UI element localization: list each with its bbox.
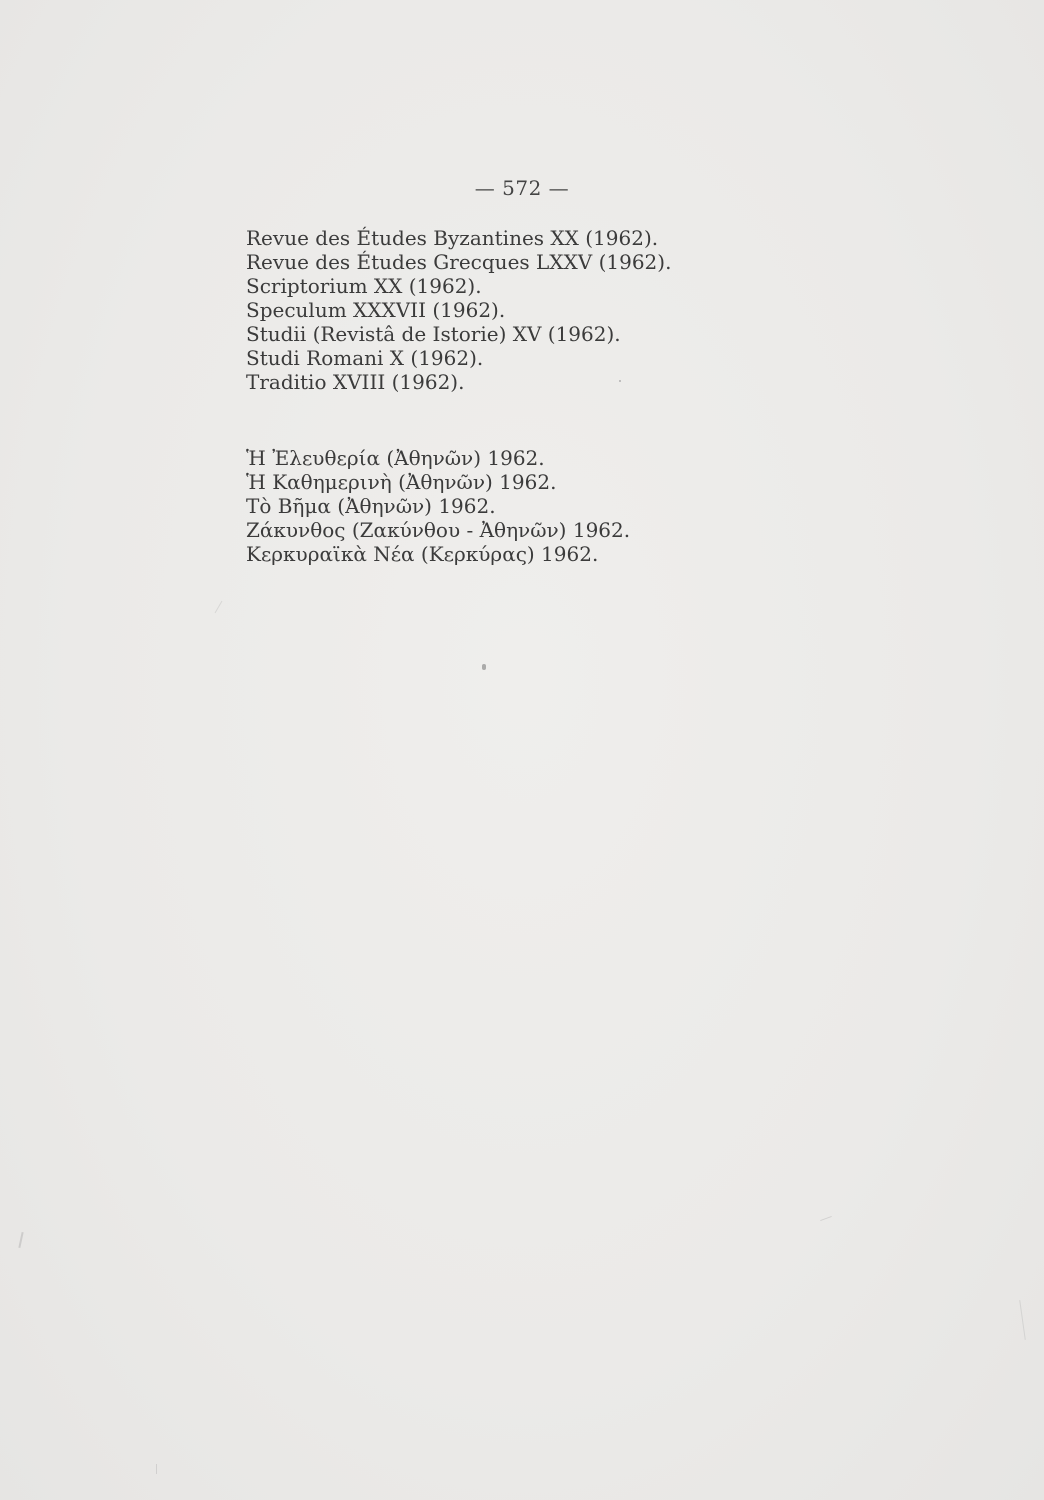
paper-speck — [215, 601, 223, 614]
list-item: Ἡ Καθημερινὴ (Ἀθηνῶν) 1962. — [246, 470, 557, 494]
list-item: Ἡ Ἐλευθερία (Ἀθηνῶν) 1962. — [246, 446, 545, 470]
list-item: Ζάκυνθος (Ζακύνθου - Ἀθηνῶν) 1962. — [246, 518, 631, 542]
paper-speck — [482, 664, 486, 670]
list-item: Revue des Études Grecques LXXV (1962). — [246, 250, 672, 274]
greek-newspapers-list — [246, 446, 630, 566]
list-item: Studii (Revistâ de Istorie) XV (1962). — [246, 322, 621, 346]
paper-speck — [18, 1232, 23, 1248]
list-item: Scriptorium XX (1962). — [246, 274, 482, 298]
list-item: Τὸ Βῆμα (Ἀθηνῶν) 1962. — [246, 494, 496, 518]
list-item: Studi Romani X (1962). — [246, 346, 484, 370]
paper-speck — [156, 1464, 157, 1474]
list-item: Revue des Études Byzantines XX (1962). — [246, 226, 659, 250]
list-item: Speculum XXXVII (1962). — [246, 298, 506, 322]
paper-speck — [1019, 1300, 1026, 1340]
list-item: Traditio XVIII (1962). — [246, 370, 465, 394]
paper-speck — [820, 1216, 832, 1221]
periodicals-list — [246, 226, 671, 394]
list-item: Κερκυραϊκὰ Νέα (Κερκύρας) 1962. — [246, 542, 599, 566]
paper-speck — [619, 380, 621, 382]
page-number: — 572 — — [474, 176, 570, 200]
